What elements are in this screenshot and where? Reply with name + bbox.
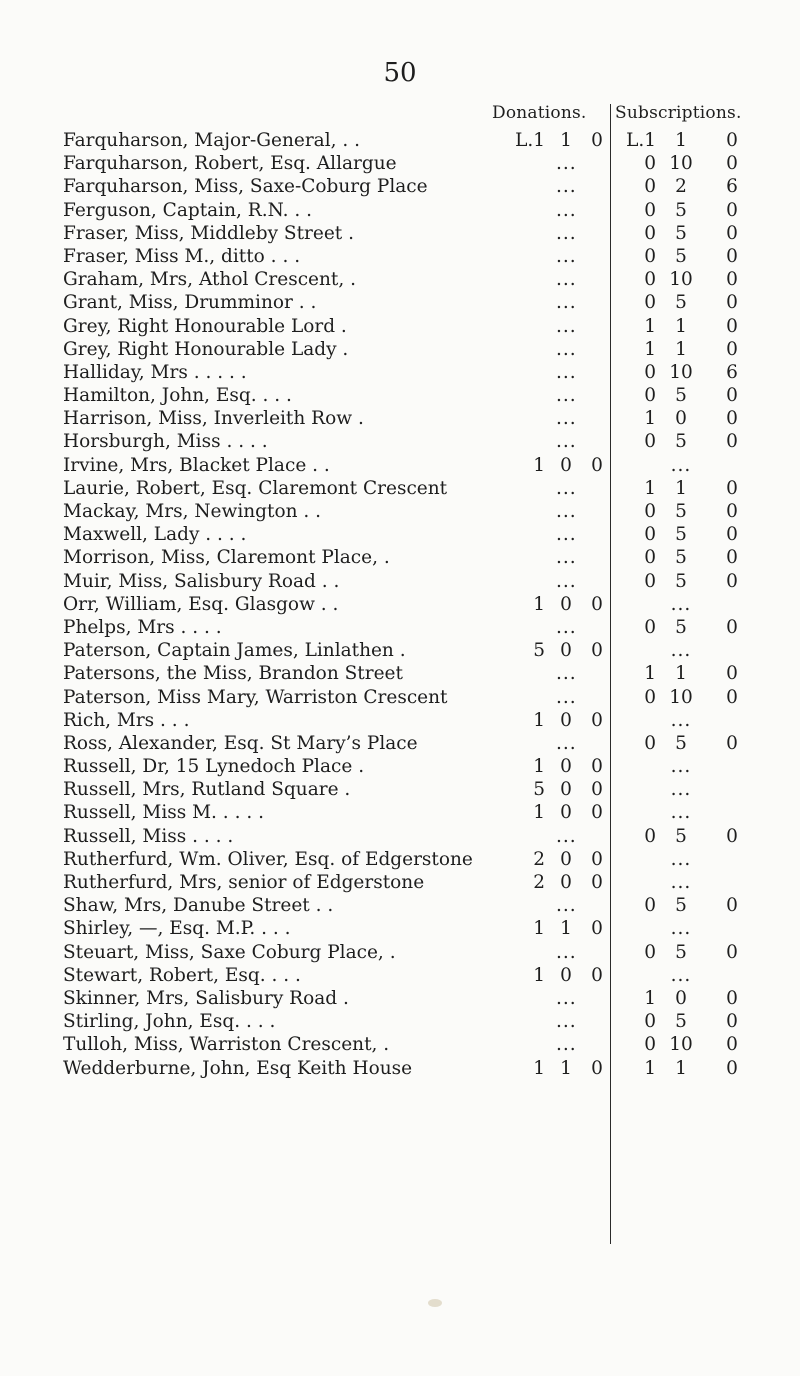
donation-shillings: 0: [560, 756, 572, 778]
name: Maxwell, Lady . . . .: [63, 524, 247, 546]
subscription-shillings: ...: [670, 756, 692, 778]
name: Stewart, Robert, Esq. . . .: [63, 964, 301, 986]
ledger-row: [0, 175, 800, 198]
subscription-shillings: ...: [670, 964, 692, 986]
subscription-shillings: 10: [669, 361, 693, 383]
subscription-pounds: 0: [644, 501, 656, 522]
subscription-pounds: 0: [644, 547, 656, 569]
subscription-shillings: ...: [670, 640, 692, 662]
donation-shillings: ...: [556, 686, 577, 708]
ledger-row: [0, 199, 800, 222]
subscription-pence: 0: [726, 895, 738, 917]
subscription-pounds: 1: [644, 477, 656, 499]
name: Russell, Mrs, Rutland Square .: [63, 779, 351, 801]
subscription-pounds: 1: [644, 408, 656, 430]
ledger-row: [0, 871, 800, 894]
subscription-shillings: 5: [675, 941, 687, 963]
ledger-row: [0, 964, 800, 987]
name: Hamilton, John, Esq. . . .: [63, 385, 292, 407]
donation-shillings: ...: [556, 338, 577, 360]
subscription-pence: 0: [726, 338, 738, 360]
name: Orr, William, Esq. Glasgow . .: [63, 593, 339, 615]
subscription-pounds: 1: [644, 663, 656, 685]
donation-pounds: 1: [533, 802, 545, 824]
subscription-shillings: 5: [675, 431, 687, 453]
donation-shillings: 0: [560, 872, 572, 893]
subscription-pence: 0: [726, 1057, 738, 1079]
subscription-pence: 0: [726, 663, 738, 685]
ledger-row: [0, 593, 800, 616]
donation-shillings: 0: [560, 802, 572, 824]
name: Morrison, Miss, Claremont Place, .: [63, 547, 390, 569]
subscription-pounds: 0: [644, 941, 656, 963]
ledger-row: [0, 338, 800, 361]
donation-shillings: ...: [556, 1034, 577, 1056]
ledger-row: [0, 732, 800, 755]
ledger-row: [0, 500, 800, 523]
donation-shillings: ...: [556, 524, 577, 546]
subscription-pence: 0: [726, 616, 738, 638]
donation-pence: 0: [591, 872, 603, 893]
ledger-row: [0, 1057, 800, 1080]
subscription-pence: 0: [726, 1011, 738, 1033]
donation-pence: 0: [591, 1057, 603, 1079]
subscription-pounds: 0: [644, 524, 656, 546]
subscription-pounds: 0: [644, 222, 656, 244]
subscription-pounds: 1: [644, 1057, 656, 1079]
donation-shillings: 0: [560, 709, 572, 731]
donation-pence: 0: [591, 756, 603, 778]
subscription-pence: 0: [726, 130, 738, 151]
subscription-shillings: 5: [675, 292, 687, 314]
ledger-row: [0, 245, 800, 268]
donation-pounds: L.1: [515, 130, 545, 151]
subscription-pounds: 0: [644, 361, 656, 383]
donation-pence: 0: [591, 848, 603, 870]
subscription-shillings: 5: [675, 732, 687, 754]
ledger-row: [0, 1033, 800, 1056]
ledger-row: [0, 291, 800, 314]
name: Stirling, John, Esq. . . .: [63, 1011, 276, 1033]
name: Paterson, Miss Mary, Warriston Crescent: [63, 686, 448, 708]
subscription-shillings: 10: [669, 686, 693, 708]
name: Shaw, Mrs, Danube Street . .: [63, 895, 334, 917]
subscription-shillings: 5: [675, 547, 687, 569]
name: Phelps, Mrs . . . .: [63, 616, 222, 638]
subscription-pence: 0: [726, 501, 738, 522]
subscription-shillings: 5: [675, 245, 687, 267]
donation-pence: 0: [591, 918, 603, 940]
subscription-pounds: 0: [644, 199, 656, 221]
subscription-shillings: 5: [675, 825, 687, 847]
donation-shillings: ...: [556, 385, 577, 407]
subscription-shillings: 5: [675, 895, 687, 917]
subscription-shillings: 5: [675, 616, 687, 638]
donation-pounds: 1: [533, 593, 545, 615]
name: Graham, Mrs, Athol Crescent, .: [63, 269, 357, 291]
subscription-pence: 0: [726, 385, 738, 407]
donation-shillings: ...: [556, 663, 577, 685]
name: Muir, Miss, Salisbury Road . .: [63, 570, 340, 592]
ledger-row: [0, 686, 800, 709]
subscription-shillings: 1: [675, 338, 687, 360]
name: Russell, Miss M. . . . .: [63, 802, 264, 824]
subscription-pence: 0: [726, 222, 738, 244]
donation-shillings: ...: [556, 1011, 577, 1033]
subscription-pounds: 0: [644, 570, 656, 592]
name: Rich, Mrs . . .: [63, 709, 190, 731]
donation-shillings: 1: [560, 918, 572, 940]
subscription-pounds: L.1: [626, 130, 656, 151]
name: Ferguson, Captain, R.N. . .: [63, 199, 312, 221]
donation-pounds: 1: [533, 709, 545, 731]
donation-shillings: ...: [556, 477, 577, 499]
subscription-pence: 0: [726, 987, 738, 1009]
subscription-pence: 0: [726, 408, 738, 430]
donation-shillings: 0: [560, 848, 572, 870]
subscription-pence: 0: [726, 825, 738, 847]
ledger-row: [0, 894, 800, 917]
donation-shillings: ...: [556, 245, 577, 267]
name: Farquharson, Miss, Saxe-Coburg Place: [63, 176, 428, 198]
subscription-shillings: ...: [670, 709, 692, 731]
donation-shillings: 1: [560, 1057, 572, 1079]
donation-shillings: ...: [556, 153, 577, 175]
subscription-shillings: ...: [670, 454, 692, 476]
name: Grey, Right Honourable Lady .: [63, 338, 349, 360]
ledger-row: [0, 662, 800, 685]
ledger-row: [0, 454, 800, 477]
subscription-pence: 0: [726, 477, 738, 499]
donation-shillings: ...: [556, 199, 577, 221]
subscription-shillings: 5: [675, 385, 687, 407]
donation-shillings: ...: [556, 269, 577, 291]
subscription-shillings: ...: [670, 593, 692, 615]
donation-pounds: 1: [533, 1057, 545, 1079]
donation-pounds: 1: [533, 964, 545, 986]
subscription-pence: 6: [726, 361, 738, 383]
donation-shillings: ...: [556, 501, 577, 522]
ledger-row: [0, 477, 800, 500]
ledger-row: [0, 523, 800, 546]
name: Patersons, the Miss, Brandon Street: [63, 663, 403, 685]
subscription-pounds: 0: [644, 176, 656, 198]
subscription-pence: 0: [726, 524, 738, 546]
ledger-row: [0, 1010, 800, 1033]
ledger-row: [0, 778, 800, 801]
subscription-pence: 0: [726, 315, 738, 337]
subscription-shillings: ...: [670, 848, 692, 870]
subscription-pence: 0: [726, 292, 738, 314]
donation-shillings: ...: [556, 315, 577, 337]
subscription-pounds: 0: [644, 825, 656, 847]
subscription-pounds: 1: [644, 315, 656, 337]
subscription-shillings: 10: [669, 1034, 693, 1056]
subscription-shillings: 1: [675, 663, 687, 685]
donation-shillings: ...: [556, 547, 577, 569]
name: Russell, Miss . . . .: [63, 825, 234, 847]
subscription-shillings: 0: [675, 987, 687, 1009]
ledger-row: [0, 848, 800, 871]
subscription-shillings: 10: [669, 269, 693, 291]
subscription-pounds: 1: [644, 987, 656, 1009]
subscription-pounds: 0: [644, 153, 656, 175]
subscription-pounds: 0: [644, 1034, 656, 1056]
subscription-shillings: 5: [675, 1011, 687, 1033]
subscription-pence: 0: [726, 269, 738, 291]
name: Rutherfurd, Wm. Oliver, Esq. of Edgerstone: [63, 848, 473, 870]
page-number: 50: [383, 58, 417, 88]
subscriber-list: [0, 129, 800, 1080]
subscription-shillings: ...: [670, 802, 692, 824]
name: Farquharson, Major-General, . .: [63, 130, 361, 151]
name: Mackay, Mrs, Newington . .: [63, 501, 322, 522]
subscription-pounds: 0: [644, 385, 656, 407]
donation-shillings: ...: [556, 292, 577, 314]
donations-header: Donations.: [492, 103, 587, 123]
donation-pence: 0: [591, 454, 603, 476]
name: Paterson, Captain James, Linlathen .: [63, 640, 406, 662]
subscription-shillings: 1: [675, 477, 687, 499]
donation-pounds: 2: [533, 848, 545, 870]
donation-shillings: ...: [556, 222, 577, 244]
donation-pence: 0: [591, 779, 603, 801]
donation-shillings: 0: [560, 454, 572, 476]
subscription-shillings: 5: [675, 199, 687, 221]
donation-shillings: ...: [556, 732, 577, 754]
subscription-pounds: 0: [644, 269, 656, 291]
ledger-row: [0, 616, 800, 639]
subscription-pence: 0: [726, 570, 738, 592]
donation-shillings: ...: [556, 825, 577, 847]
ledger-row: [0, 917, 800, 940]
subscription-pence: 0: [726, 245, 738, 267]
name: Steuart, Miss, Saxe Coburg Place, .: [63, 941, 396, 963]
subscription-pence: 0: [726, 431, 738, 453]
subscription-pence: 0: [726, 686, 738, 708]
donation-pounds: 5: [533, 779, 545, 801]
donation-shillings: 0: [560, 640, 572, 662]
subscription-pence: 0: [726, 199, 738, 221]
name: Laurie, Robert, Esq. Claremont Crescent: [63, 477, 448, 499]
name: Halliday, Mrs . . . . .: [63, 361, 247, 383]
subscription-pence: 0: [726, 547, 738, 569]
subscription-shillings: 1: [675, 130, 687, 151]
name: Rutherfurd, Mrs, senior of Edgerstone: [63, 872, 425, 893]
ink-smudge: [428, 1299, 442, 1307]
ledger-row: [0, 825, 800, 848]
subscription-shillings: ...: [670, 918, 692, 940]
name: Shirley, —, Esq. M.P. . . .: [63, 918, 291, 940]
name: Horsburgh, Miss . . . .: [63, 431, 268, 453]
donation-pounds: 2: [533, 872, 545, 893]
subscription-shillings: 5: [675, 501, 687, 522]
subscription-shillings: 1: [675, 1057, 687, 1079]
ledger-row: [0, 709, 800, 732]
subscription-pounds: 0: [644, 1011, 656, 1033]
subscription-shillings: 0: [675, 408, 687, 430]
donation-shillings: ...: [556, 616, 577, 638]
subscription-shillings: ...: [670, 872, 692, 893]
subscription-pounds: 0: [644, 292, 656, 314]
name: Farquharson, Robert, Esq. Allargue: [63, 153, 397, 175]
ledger-row: [0, 152, 800, 175]
ledger-row: [0, 570, 800, 593]
ledger-row: [0, 430, 800, 453]
ledger-row: [0, 407, 800, 430]
subscription-pounds: 1: [644, 338, 656, 360]
name: Russell, Dr, 15 Lynedoch Place .: [63, 756, 365, 778]
subscription-pence: 0: [726, 732, 738, 754]
donation-pounds: 1: [533, 918, 545, 940]
name: Ross, Alexander, Esq. St Mary’s Place: [63, 732, 418, 754]
ledger-row: [0, 801, 800, 824]
donation-shillings: ...: [556, 408, 577, 430]
subscription-pence: 0: [726, 153, 738, 175]
donation-pounds: 1: [533, 756, 545, 778]
subscription-pence: 0: [726, 941, 738, 963]
donation-pence: 0: [591, 709, 603, 731]
subscription-shillings: 1: [675, 315, 687, 337]
subscription-shillings: 2: [675, 176, 687, 198]
donation-shillings: ...: [556, 570, 577, 592]
ledger-row: [0, 315, 800, 338]
donation-shillings: ...: [556, 176, 577, 198]
ledger-row: [0, 941, 800, 964]
ledger-row: [0, 546, 800, 569]
ledger-row: [0, 222, 800, 245]
subscription-shillings: 5: [675, 222, 687, 244]
subscription-shillings: 5: [675, 524, 687, 546]
subscription-pounds: 0: [644, 732, 656, 754]
ledger-row: [0, 361, 800, 384]
subscription-pounds: 0: [644, 431, 656, 453]
donation-pounds: 5: [533, 640, 545, 662]
donation-shillings: 0: [560, 593, 572, 615]
subscription-pence: 0: [726, 1034, 738, 1056]
ledger-row: [0, 384, 800, 407]
donation-pence: 0: [591, 640, 603, 662]
subscriptions-header: Subscriptions.: [615, 103, 742, 123]
subscription-pounds: 0: [644, 245, 656, 267]
donation-pence: 0: [591, 964, 603, 986]
donation-shillings: 0: [560, 779, 572, 801]
donation-shillings: ...: [556, 987, 577, 1009]
name: Tulloh, Miss, Warriston Crescent, .: [63, 1034, 390, 1056]
donation-shillings: ...: [556, 895, 577, 917]
subscription-pence: 6: [726, 176, 738, 198]
name: Fraser, Miss M., ditto . . .: [63, 245, 301, 267]
ledger-row: [0, 268, 800, 291]
subscription-pounds: 0: [644, 686, 656, 708]
ledger-row: [0, 129, 800, 152]
subscription-shillings: ...: [670, 779, 692, 801]
name: Wedderburne, John, Esq Keith House: [63, 1057, 413, 1079]
subscription-shillings: 10: [669, 153, 693, 175]
donation-shillings: ...: [556, 941, 577, 963]
donation-shillings: ...: [556, 361, 577, 383]
ledger-row: [0, 755, 800, 778]
donation-pence: 0: [591, 593, 603, 615]
subscription-shillings: 5: [675, 570, 687, 592]
subscription-pounds: 0: [644, 895, 656, 917]
donation-shillings: 0: [560, 964, 572, 986]
name: Skinner, Mrs, Salisbury Road .: [63, 987, 349, 1009]
subscription-pounds: 0: [644, 616, 656, 638]
donation-shillings: ...: [556, 431, 577, 453]
donation-pence: 0: [591, 130, 603, 151]
name: Irvine, Mrs, Blacket Place . .: [63, 454, 330, 476]
donation-pounds: 1: [533, 454, 545, 476]
name: Harrison, Miss, Inverleith Row .: [63, 408, 364, 430]
name: Grant, Miss, Drumminor . .: [63, 292, 317, 314]
donation-pence: 0: [591, 802, 603, 824]
ledger-row: [0, 987, 800, 1010]
ledger-row: [0, 639, 800, 662]
name: Fraser, Miss, Middleby Street .: [63, 222, 354, 244]
name: Grey, Right Honourable Lord .: [63, 315, 347, 337]
donation-shillings: 1: [560, 130, 572, 151]
